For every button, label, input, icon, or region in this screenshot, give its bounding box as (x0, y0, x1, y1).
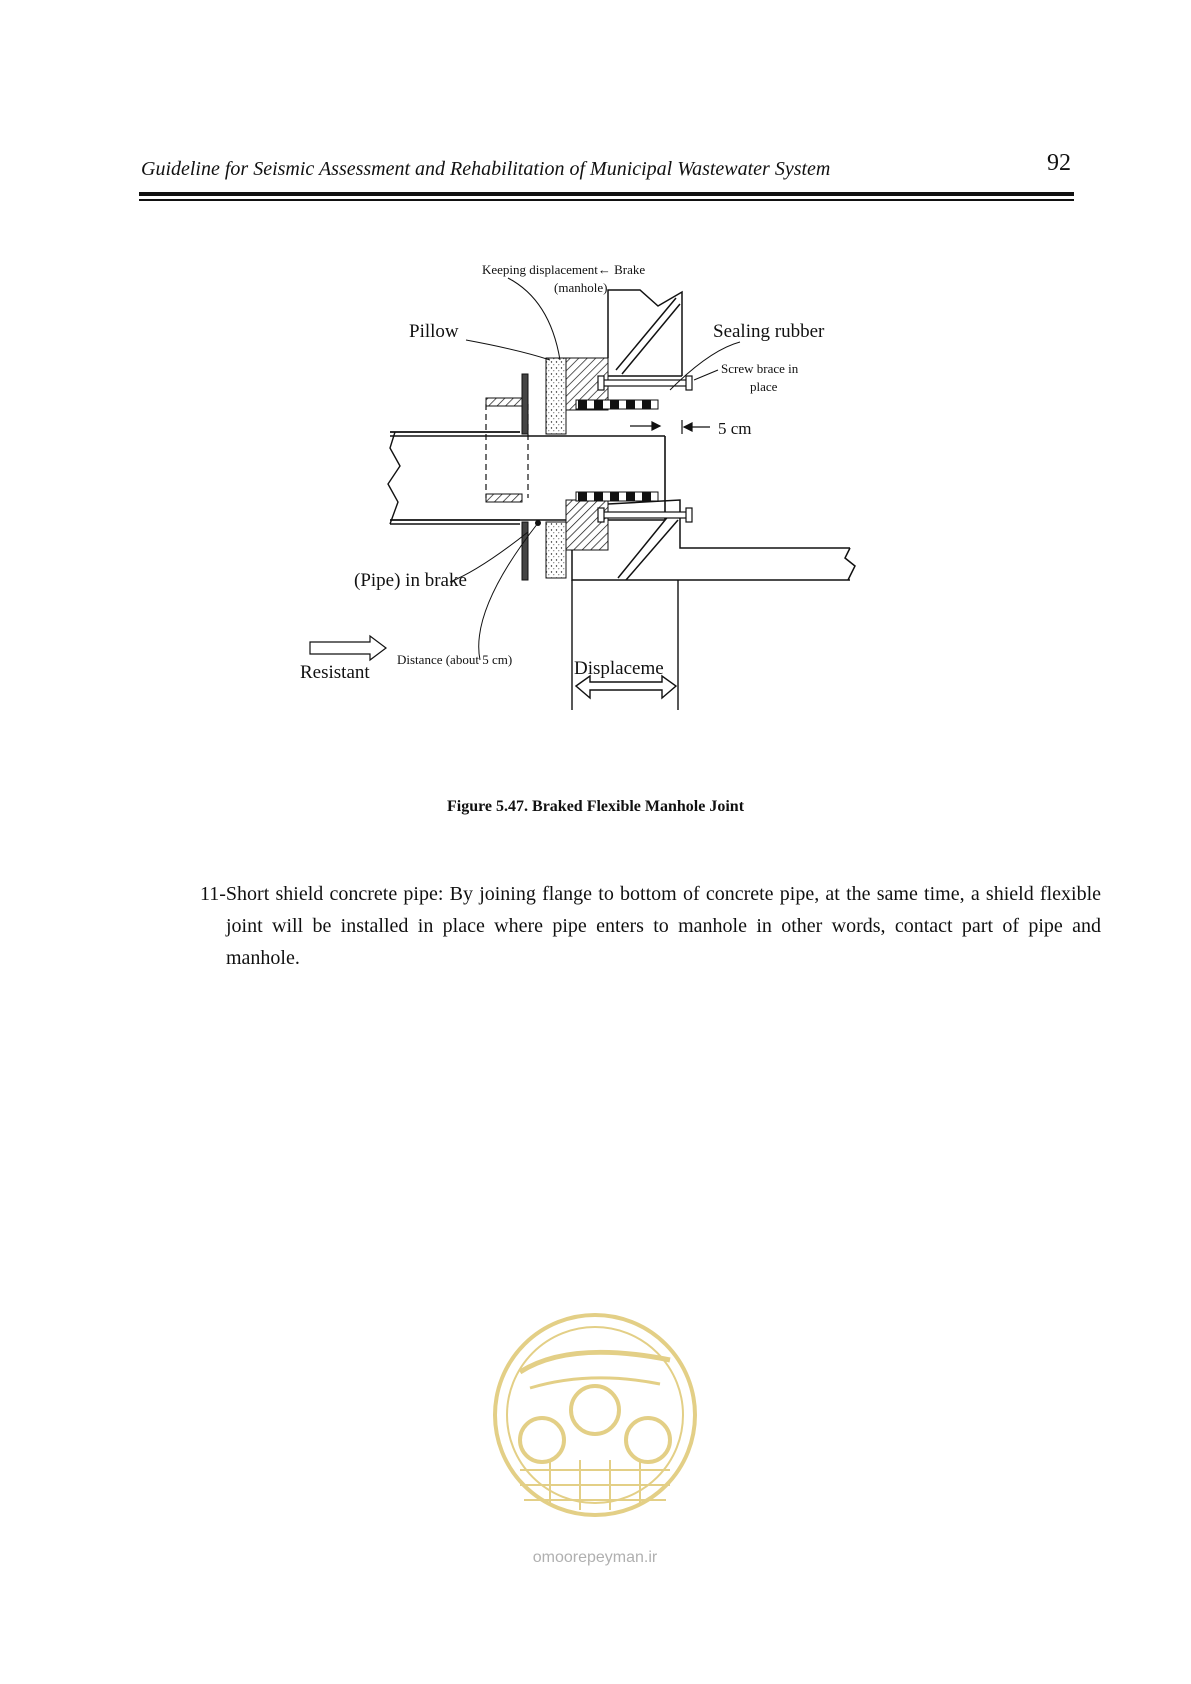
dimension-5cm (630, 420, 710, 434)
label-screw-brace-2: place (750, 379, 778, 394)
body-paragraph: 11-Short shield concrete pipe: By joining flange to bottom of concrete pipe, at the same time, a shield flexible joint will be installed in place where pipe enters to manhole in other words, contact part of pipe and manhole. (200, 883, 1101, 969)
joint-diagram (300, 262, 930, 780)
label-screw-brace-1: Screw brace in (721, 361, 799, 376)
label-keeping-displacement: Keeping displacement← Brake (482, 262, 646, 277)
pillow-and-wall-top (546, 358, 608, 434)
label-displacement: Displaceme (574, 658, 664, 679)
figure-caption: Figure 5.47. Braked Flexible Manhole Joint (446, 798, 745, 815)
label-resistant: Resistant (300, 662, 370, 683)
label-pillow: Pillow (409, 321, 459, 342)
pipe-body (388, 432, 520, 524)
label-5cm: 5 cm (718, 419, 752, 438)
leader-lines (450, 278, 740, 660)
manhole-wall-top (608, 290, 682, 376)
watermark-text: omoorepeyman.ir (532, 1549, 658, 1566)
header-rule-thin (139, 199, 1074, 201)
sealing-rubber (576, 400, 658, 501)
header-rule-thick (139, 192, 1074, 196)
label-pipe-in-brake: (Pipe) in brake (354, 570, 467, 591)
label-manhole: (manhole) (554, 280, 608, 295)
resistant-arrow (310, 636, 386, 660)
displacement-arrow (572, 580, 678, 710)
label-sealing-rubber: Sealing rubber (713, 321, 825, 342)
label-distance: Distance (about 5 cm) (397, 652, 513, 667)
page-header (141, 150, 1071, 190)
brake-flange (522, 374, 541, 580)
figure-manhole-joint (300, 262, 930, 780)
watermark-logo (480, 1300, 710, 1590)
header-title: Guideline for Seismic Assessment and Rehabilitation of Municipal Wastewater System (141, 158, 831, 180)
page-number: 92 (1047, 150, 1071, 176)
